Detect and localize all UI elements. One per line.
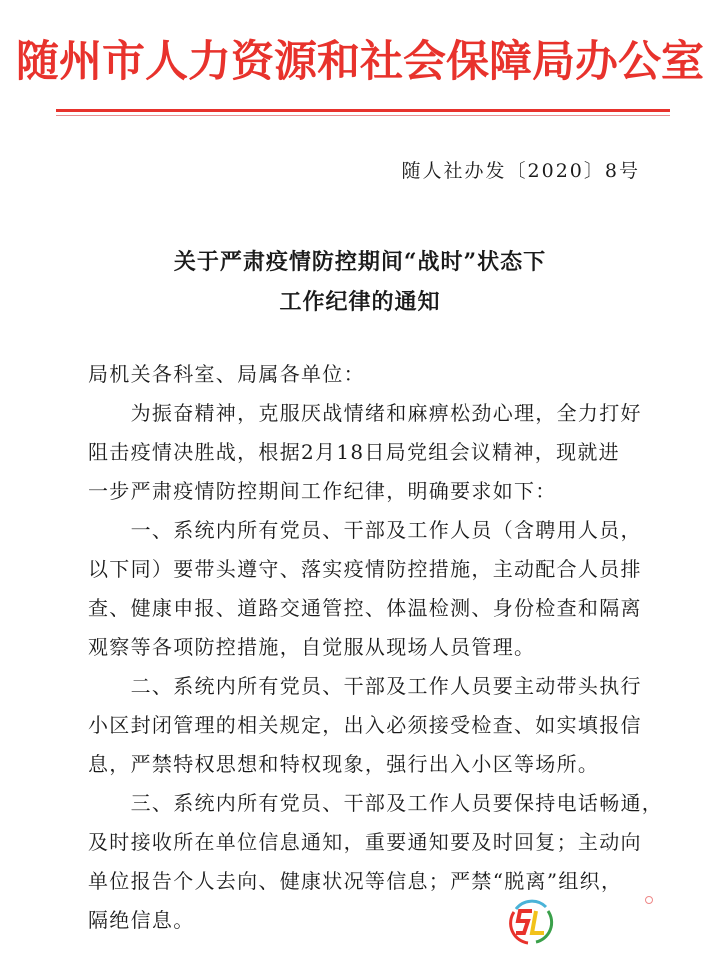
body-text-line: 以下同）要带头遵守、落实疫情防控措施，主动配合人员排: [88, 557, 642, 581]
document-title-line-2: 工作纪律的通知: [279, 289, 441, 315]
body-text-line: 隔绝信息。: [88, 908, 195, 932]
body-text-line: 阻击疫情决胜战，根据2月18日局党组会议精神，现就进: [88, 440, 620, 464]
body-text-line: 一步严肃疫情防控期间工作纪律，明确要求如下：: [88, 479, 557, 503]
body-text-line: 单位报告个人去向、健康状况等信息；严禁“脱离”组织，: [88, 869, 623, 893]
document-title-line-1: 关于严肃疫情防控期间“战时”状态下: [173, 249, 547, 275]
body-text-line: 二、系统内所有党员、干部及工作人员要主动带头执行: [88, 674, 642, 698]
sl-logo-icon: [506, 897, 556, 947]
body-text-line: 息，严禁特权思想和特权现象，强行出入小区等场所。: [88, 752, 600, 776]
body-text-line: 及时接收所在单位信息通知，重要通知要及时回复；主动向: [88, 830, 642, 854]
document-number: 随人社办发〔2020〕8号: [401, 160, 640, 182]
body-text-line: 一、系统内所有党员、干部及工作人员（含聘用人员，: [88, 518, 642, 542]
salutation: 局机关各科室、局属各单位：: [88, 362, 365, 386]
body-text-line: 观察等各项防控措施，自觉服从现场人员管理。: [88, 635, 536, 659]
body-text-line: 三、系统内所有党员、干部及工作人员要保持电话畅通，: [88, 791, 664, 815]
body-text-line: 小区封闭管理的相关规定，出入必须接受检查、如实填报信: [88, 713, 642, 737]
red-header-rule-thin: [56, 115, 670, 116]
body-text-line: 查、健康申报、道路交通管控、体温检测、身份检查和隔离: [88, 596, 642, 620]
red-header-rule: [56, 109, 670, 112]
issuing-organization-header: 随州市人力资源和社会保障局办公室: [16, 37, 704, 87]
body-text-line: 为振奋精神，克服厌战情绪和麻痹松劲心理，全力打好: [88, 401, 642, 425]
scan-artifact: [645, 896, 653, 904]
